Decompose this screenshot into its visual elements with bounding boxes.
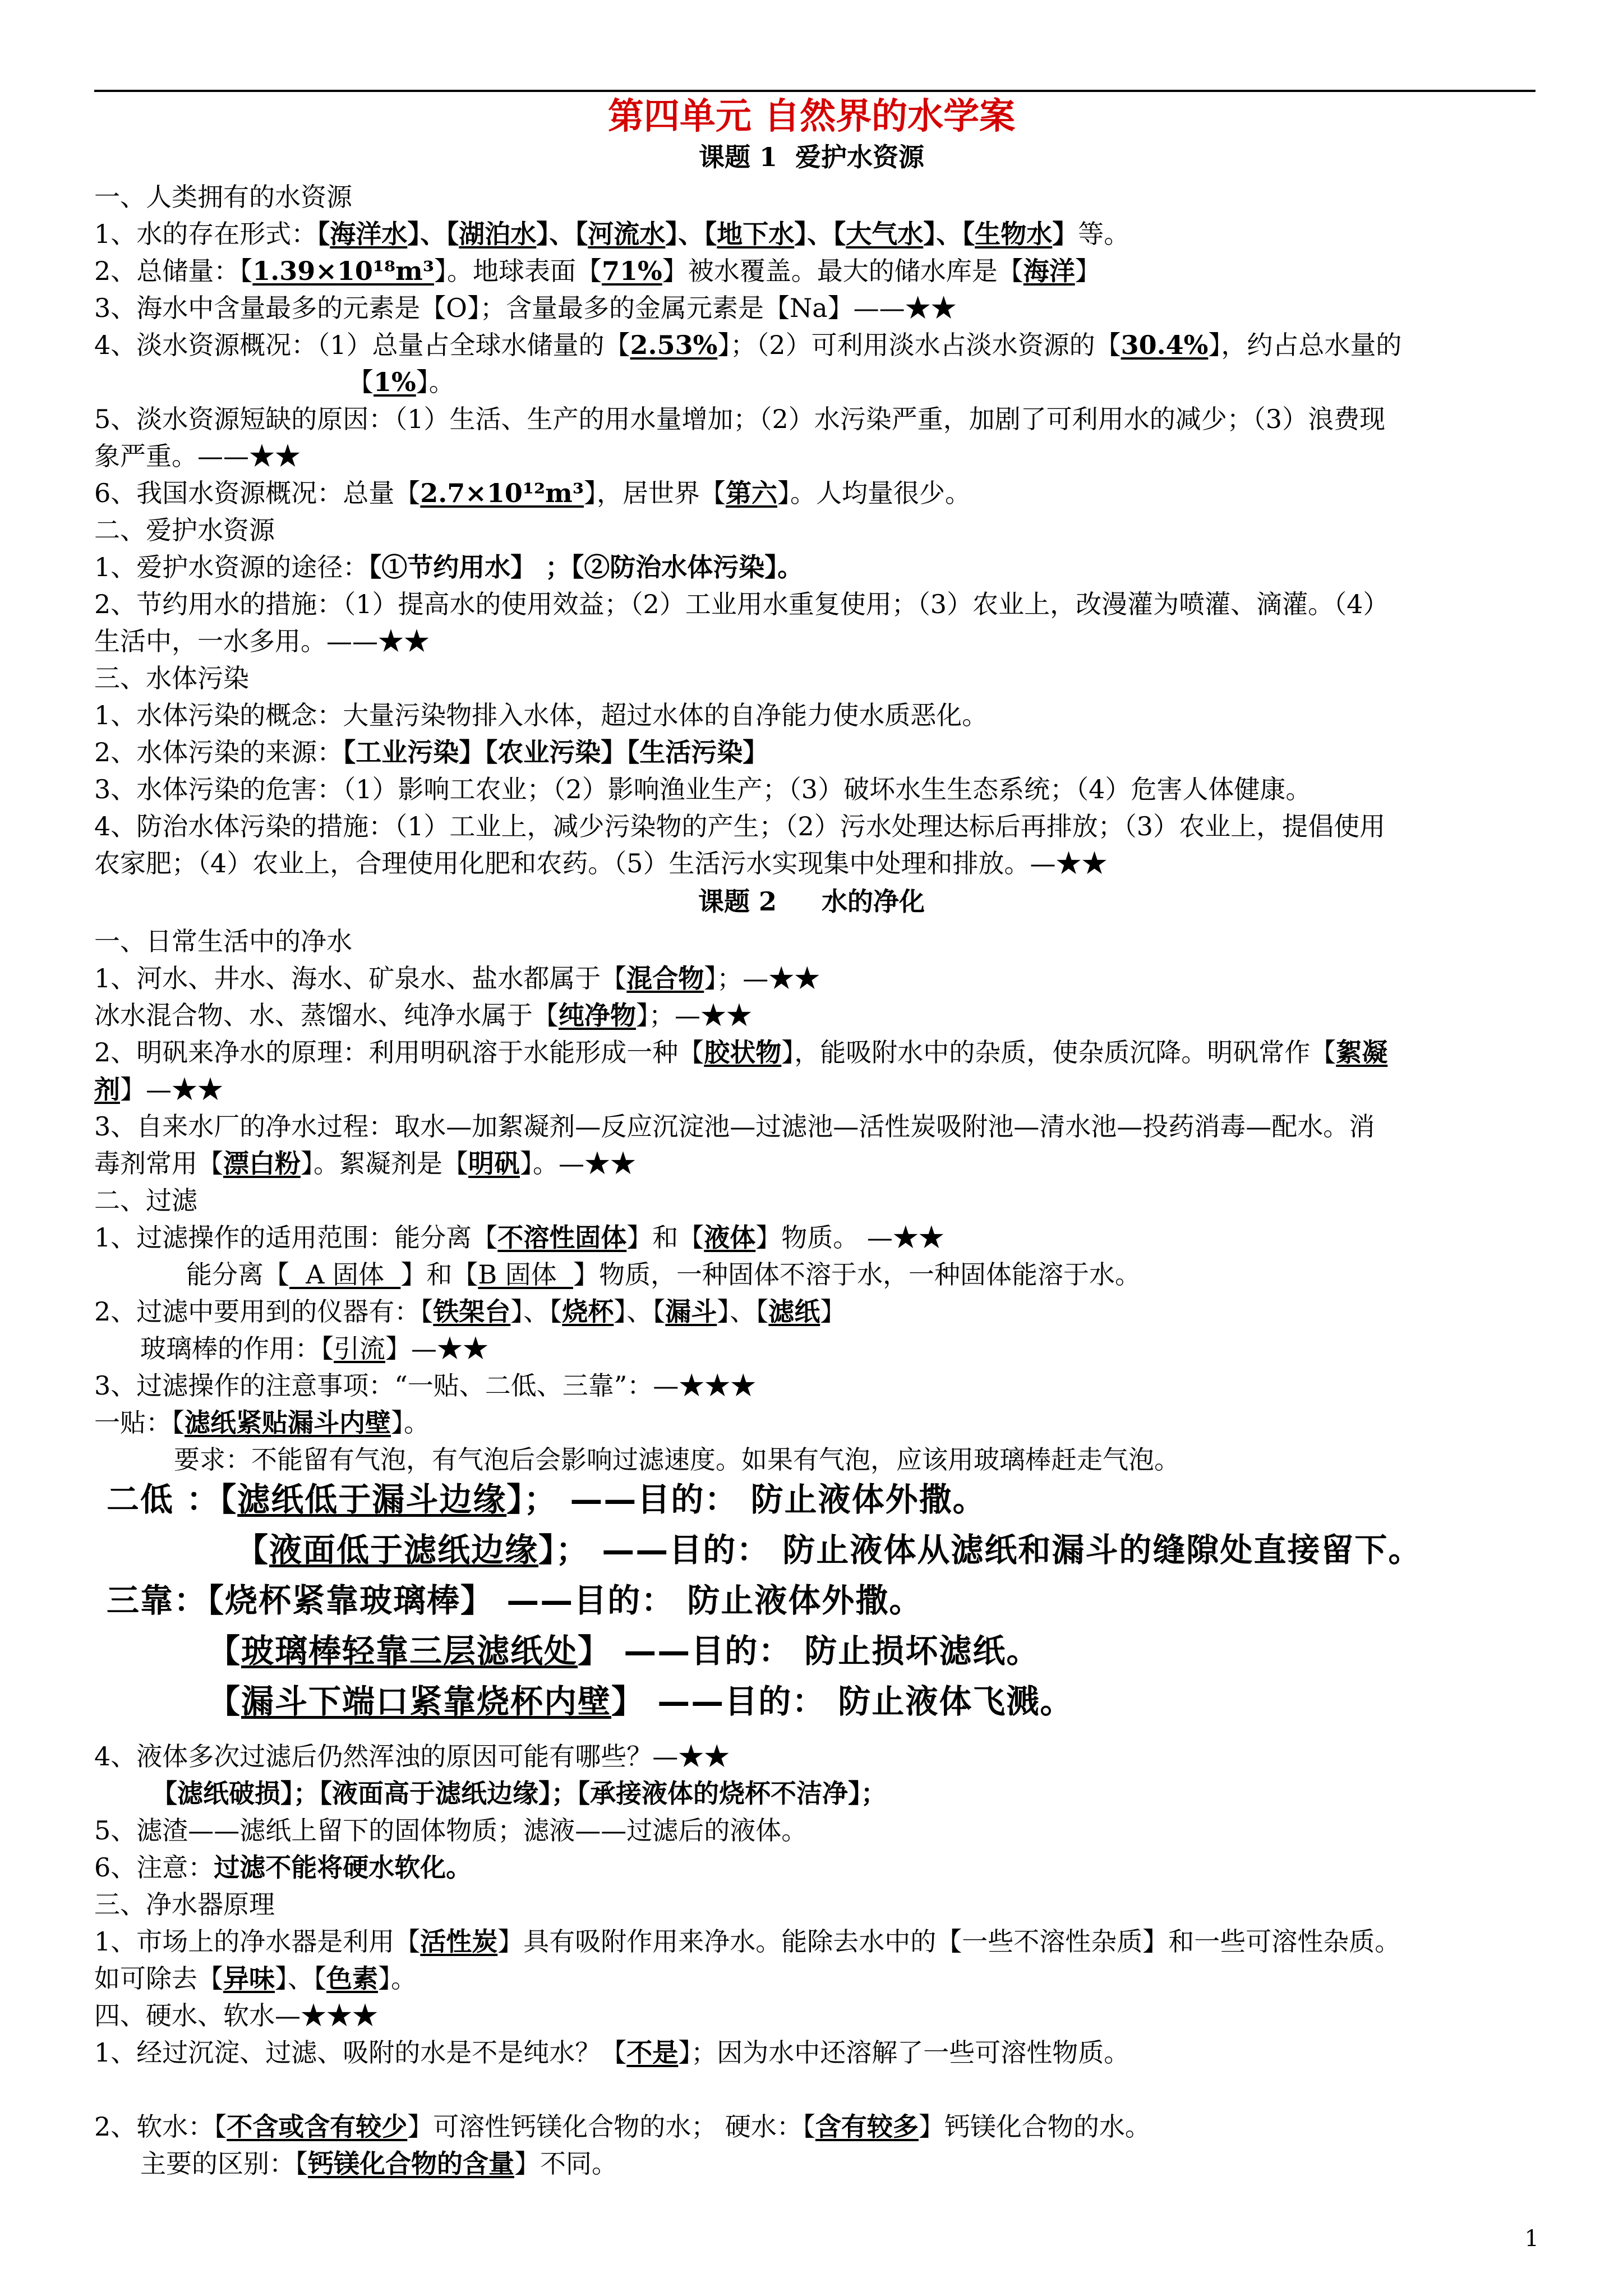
l1-item-4: 4、淡水资源概况：（1）总量占全球水储量的【2.53%】；（2）可利用淡水占淡水资源的【30.4%】，约占总水量的 (94, 330, 1402, 360)
l2-item-10: 1、市场上的净水器是利用【活性炭】具有吸附作用来净水。能除去水中的【一些不溶性杂质】和一些可溶性杂质。 (94, 1926, 1401, 1957)
l2-item-7: 4、液体多次过滤后仍然浑浊的原因可能有哪些？—★★ (94, 1741, 730, 1772)
handwritten-line-3: 三靠：【烧杯紧靠玻璃棒】 ——目的： 防止液体外撒。 (107, 1581, 923, 1619)
l2-item-2-cont: 剂】—★★ (94, 1074, 223, 1105)
l2-item-11: 1、经过沉淀、过滤、吸附的水是不是纯水？【不是】；因为水中还溶解了一些可溶性物质。 (94, 2037, 1130, 2068)
l1-heading-2: 二、爱护水资源 (94, 515, 275, 545)
l2-item-8: 5、滤渣——滤纸上留下的固体物质；滤液——过滤后的液体。 (94, 1815, 808, 1846)
l2-item-3: 3、自来水厂的净水过程：取水—加絮凝剂—反应沉淀池—过滤池—活性炭吸附池—清水池—投药消毒—配水。消 (94, 1111, 1375, 1142)
l2-item-6a: 一贴：【滤纸紧贴漏斗内壁】。 (94, 1407, 430, 1438)
l1-item-12-cont: 农家肥；（4）农业上，合理使用化肥和农药。（5）生活污水实现集中处理和排放。—★★ (94, 848, 1108, 878)
l1-item-10: 2、水体污染的来源：【工业污染】【农业污染】【生活污染】 (94, 737, 769, 767)
l1-item-6: 6、我国水资源概况：总量【2.7×10¹²m³】，居世界【第六】。人均量很少。 (94, 478, 971, 508)
lesson2-title: 课题 2 水的净化 (698, 886, 925, 917)
handwritten-line-4: 【玻璃棒轻靠三层滤纸处】 ——目的： 防止损坏滤纸。 (208, 1632, 1040, 1670)
l1-item-12: 4、防治水体污染的措施：（1）工业上，减少污染物的产生；（2）污水处理达标后再排放；（3）农业上，提倡使用 (94, 811, 1386, 841)
l1-item-3: 3、海水中含量最多的元素是【O】；含量最多的金属元素是【Na】——★★ (94, 293, 957, 323)
l1-item-11: 3、水体污染的危害：（1）影响工农业；（2）影响渔业生产；（3）破坏水生生态系统；（4）危害人体健康。 (94, 774, 1312, 804)
l2-item-12-cont: 主要的区别：【钙镁化合物的含量】不同。 (140, 2148, 617, 2179)
l2-item-3-cont: 毒剂常用【漂白粉】。絮凝剂是【明矾】。—★★ (94, 1148, 636, 1179)
lesson1-title: 课题 1 爱护水资源 (698, 142, 925, 172)
top-rule (94, 90, 1536, 92)
l1-heading-3: 三、水体污染 (94, 663, 249, 693)
l2-item-6: 3、过滤操作的注意事项：“一贴、二低、三靠”：—★★★ (94, 1370, 757, 1401)
l2-item-10-cont: 如可除去【异味】、【色素】。 (94, 1963, 417, 1994)
l2-item-5-cont: 玻璃棒的作用：【引流】—★★ (140, 1333, 488, 1364)
l1-item-5-cont: 象严重。——★★ (94, 441, 301, 471)
l2-item-6a-note: 要求：不能留有气泡，有气泡后会影响过滤速度。如果有气泡，应该用玻璃棒赶走气泡。 (174, 1444, 1180, 1475)
handwritten-line-2: 【液面低于滤纸边缘】； ——目的： 防止液体从滤纸和漏斗的缝隙处直接留下。 (236, 1531, 1422, 1569)
l1-item-9: 1、水体污染的概念：大量污染物排入水体，超过水体的自净能力使水质恶化。 (94, 700, 988, 730)
handwritten-line-1: 二低 ：【滤纸低于漏斗边缘】； ——目的： 防止液体外撒。 (107, 1480, 986, 1519)
l2-item-1: 1、河水、井水、海水、矿泉水、盐水都属于【混合物】；—★★ (94, 963, 820, 993)
l1-item-2: 2、总储量：【1.39×10¹⁸m³】。地球表面【71%】被水覆盖。最大的储水库是【海洋】 (94, 256, 1101, 286)
l2-item-9: 6、注意：过滤不能将硬水软化。 (94, 1852, 472, 1883)
l2-heading-2: 二、过滤 (94, 1185, 197, 1216)
page-title: 第四单元 自然界的水学案 (607, 96, 1016, 137)
l2-item-5: 2、过滤中要用到的仪器有：【铁架台】、【烧杯】、【漏斗】、【滤纸】 (94, 1296, 846, 1327)
page-number: 1 (1524, 2226, 1539, 2252)
l2-item-4-cont: 能分离【 A 固体 】和【B 固体 】物质，一种固体不溶于水，一种固体能溶于水。 (186, 1259, 1141, 1290)
l1-heading-1: 一、人类拥有的水资源 (94, 182, 352, 212)
handwritten-line-5: 【漏斗下端口紧靠烧杯内壁】 ——目的： 防止液体飞溅。 (208, 1682, 1074, 1720)
l2-heading-3: 三、净水器原理 (94, 1889, 275, 1920)
l2-item-4: 1、过滤操作的适用范围：能分离【不溶性固体】和【液体】物质。 —★★ (94, 1222, 944, 1253)
l2-item-12: 2、软水：【不含或含有较少】可溶性钙镁化合物的水； 硬水：【含有较多】钙镁化合物的水。 (94, 2111, 1151, 2142)
l2-item-2: 2、明矾来净水的原理：利用明矾溶于水能形成一种【胶状物】，能吸附水中的杂质，使杂质沉降。明矾常作【絮凝 (94, 1037, 1388, 1068)
l2-item-7-answer: 【滤纸破损】；【液面高于滤纸边缘】；【承接液体的烧杯不洁净】； (151, 1778, 887, 1809)
l1-item-8: 2、节约用水的措施：（1）提高水的使用效益；（2）工业用水重复使用；（3）农业上，改漫灌为喷灌、滴灌。（4） (94, 589, 1389, 619)
l1-item-8-cont: 生活中，一水多用。——★★ (94, 626, 430, 656)
l1-item-7: 1、爱护水资源的途径：【①节约用水】 ；【②防治水体污染】。 (94, 552, 804, 582)
l1-item-1: 1、水的存在形式：【海洋水】、【湖泊水】、【河流水】、【地下水】、【大气水】、【生物水】等。 (94, 219, 1130, 249)
l2-item-1b: 冰水混合物、水、蒸馏水、纯净水属于【纯净物】；—★★ (94, 1000, 752, 1030)
l1-item-5: 5、淡水资源短缺的原因：（1）生活、生产的用水量增加；（2）水污染严重，加剧了可利用水的减少；（3）浪费现 (94, 404, 1386, 434)
l2-heading-4: 四、硬水、软水—★★★ (94, 2000, 378, 2031)
l2-heading-1: 一、日常生活中的净水 (94, 926, 352, 956)
l1-item-4-cont: 【1%】。 (348, 367, 455, 397)
